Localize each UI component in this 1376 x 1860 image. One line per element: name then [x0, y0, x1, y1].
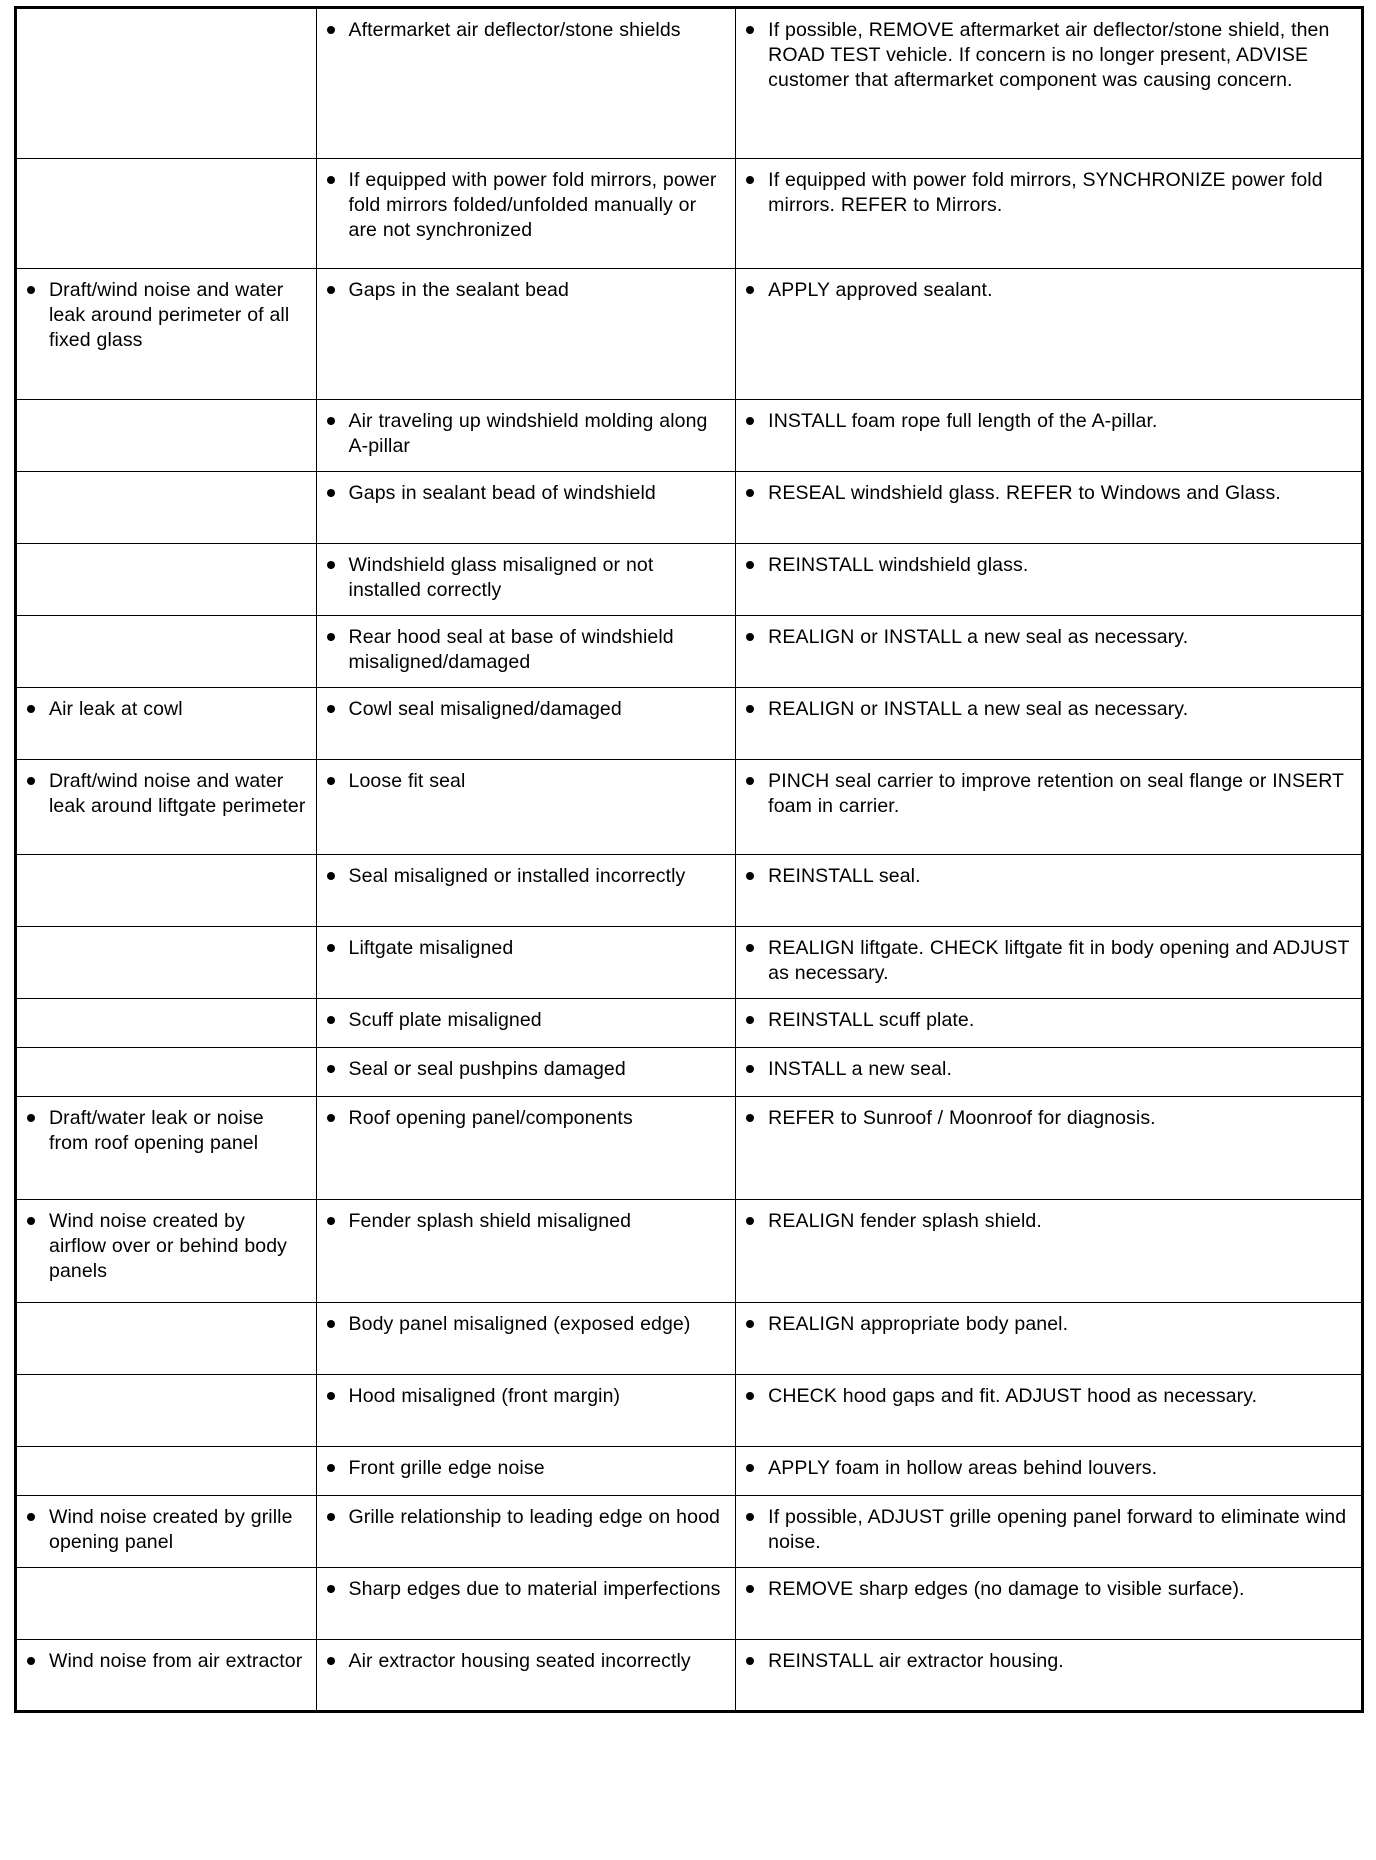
condition-cell: [16, 1303, 317, 1375]
bulleted-item: [736, 760, 1361, 829]
table-row: [16, 544, 1363, 616]
action-cell-text: REFER to Sunroof / Moonroof for diagnosis.: [768, 1107, 1156, 1129]
source-cell: [316, 159, 736, 269]
source-cell: [316, 1200, 736, 1303]
action-cell: [736, 1375, 1363, 1447]
bulleted-item: [736, 1447, 1361, 1491]
source-cell-text: Scuff plate misaligned: [348, 1009, 542, 1031]
bulleted-item: [317, 1375, 736, 1419]
source-cell: [316, 1303, 736, 1375]
bullet-icon: [746, 625, 766, 641]
bulleted-item: [317, 688, 736, 732]
bullet-icon: [27, 1209, 47, 1225]
table-row: [16, 1048, 1363, 1097]
action-cell: [736, 159, 1363, 269]
action-cell-text: APPLY foam in hollow areas behind louvers.: [768, 1457, 1158, 1479]
action-cell: [736, 1303, 1363, 1375]
action-cell-text: If possible, REMOVE aftermarket air deflector/stone shield, then ROAD TEST vehicle. If concern is no longer present, ADVISE customer that aftermarket component was causing concern.: [768, 19, 1330, 91]
source-cell-text: Sharp edges due to material imperfections: [348, 1578, 721, 1600]
action-cell-text: REALIGN or INSTALL a new seal as necessary.: [768, 626, 1189, 648]
bullet-icon: [746, 18, 766, 34]
condition-cell-text: Wind noise created by airflow over or behind body panels: [49, 1210, 288, 1282]
table-row: [16, 1375, 1363, 1447]
bulleted-item: [317, 269, 736, 313]
source-cell-text: Cowl seal misaligned/damaged: [348, 698, 622, 720]
table-row: [16, 1447, 1363, 1496]
condition-cell: [16, 8, 317, 159]
condition-cell: [16, 472, 317, 544]
bullet-icon: [327, 1649, 347, 1665]
source-cell: [316, 855, 736, 927]
bulleted-item: [736, 159, 1361, 228]
bulleted-item: [736, 1303, 1361, 1347]
condition-cell: [16, 760, 317, 855]
action-cell: [736, 927, 1363, 999]
action-cell: [736, 1447, 1363, 1496]
bulleted-item: [317, 1447, 736, 1491]
condition-cell: [16, 1568, 317, 1640]
condition-cell: [16, 1640, 317, 1712]
bulleted-item: [317, 616, 736, 685]
source-cell-text: If equipped with power fold mirrors, power fold mirrors folded/unfolded manually or are not synchronized: [348, 169, 717, 241]
bulleted-item: [317, 1568, 736, 1612]
action-cell: [736, 8, 1363, 159]
table-row: [16, 400, 1363, 472]
bullet-icon: [327, 1312, 347, 1328]
bulleted-item: [736, 688, 1361, 732]
bullet-icon: [327, 553, 347, 569]
bulleted-item: [317, 1496, 736, 1540]
bulleted-item: [317, 1640, 736, 1684]
bulleted-item: [317, 1048, 736, 1092]
bulleted-item: [17, 269, 316, 363]
condition-cell: [16, 544, 317, 616]
bullet-icon: [327, 769, 347, 785]
action-cell-text: REMOVE sharp edges (no damage to visible surface).: [768, 1578, 1245, 1600]
bullet-icon: [746, 697, 766, 713]
source-cell-text: Front grille edge noise: [348, 1457, 545, 1479]
condition-cell: [16, 999, 317, 1048]
bulleted-item: [736, 472, 1361, 516]
condition-cell-text: Draft/wind noise and water leak around liftgate perimeter: [49, 770, 306, 817]
bulleted-item: [317, 544, 736, 613]
bullet-icon: [746, 1577, 766, 1593]
table-row: [16, 472, 1363, 544]
bullet-icon: [746, 1008, 766, 1024]
table-row: [16, 8, 1363, 159]
bulleted-item: [17, 1640, 316, 1684]
source-cell: [316, 8, 736, 159]
bulleted-item: [736, 1496, 1361, 1565]
table-row: [16, 999, 1363, 1048]
table-row: [16, 1097, 1363, 1200]
bulleted-item: [736, 999, 1361, 1043]
bulleted-item: [317, 927, 736, 971]
source-cell: [316, 400, 736, 472]
condition-cell-text: Draft/water leak or noise from roof opening panel: [49, 1107, 264, 1154]
bullet-icon: [746, 1384, 766, 1400]
source-cell-text: Grille relationship to leading edge on hood: [348, 1506, 720, 1528]
bullet-icon: [327, 278, 347, 294]
bulleted-item: [317, 1097, 736, 1141]
source-cell-text: Aftermarket air deflector/stone shields: [348, 19, 681, 41]
table-row: [16, 1303, 1363, 1375]
bullet-icon: [327, 168, 347, 184]
bullet-icon: [746, 769, 766, 785]
condition-cell-text: Wind noise created by grille opening panel: [49, 1506, 293, 1553]
table-row: [16, 1200, 1363, 1303]
action-cell: [736, 1048, 1363, 1097]
condition-cell: [16, 688, 317, 760]
source-cell-text: Roof opening panel/components: [348, 1107, 633, 1129]
bulleted-item: [17, 1496, 316, 1565]
diagnostic-table: [14, 6, 1364, 1713]
bullet-icon: [327, 1209, 347, 1225]
table-row: [16, 159, 1363, 269]
condition-cell: [16, 1375, 317, 1447]
source-cell: [316, 1048, 736, 1097]
source-cell-text: Windshield glass misaligned or not installed correctly: [348, 554, 654, 601]
bulleted-item: [317, 1200, 736, 1244]
bullet-icon: [327, 625, 347, 641]
condition-cell: [16, 400, 317, 472]
bullet-icon: [327, 1384, 347, 1400]
action-cell-text: If possible, ADJUST grille opening panel forward to eliminate wind noise.: [768, 1506, 1347, 1553]
bulleted-item: [736, 855, 1361, 899]
source-cell: [316, 927, 736, 999]
bullet-icon: [327, 936, 347, 952]
action-cell: [736, 616, 1363, 688]
bulleted-item: [317, 855, 736, 899]
bulleted-item: [736, 1048, 1361, 1092]
table-row: [16, 688, 1363, 760]
source-cell-text: Rear hood seal at base of windshield misaligned/damaged: [348, 626, 674, 673]
bullet-icon: [27, 1505, 47, 1521]
bulleted-item: [736, 544, 1361, 588]
bullet-icon: [746, 409, 766, 425]
source-cell-text: Body panel misaligned (exposed edge): [348, 1313, 691, 1335]
source-cell: [316, 472, 736, 544]
bullet-icon: [327, 1057, 347, 1073]
bullet-icon: [746, 864, 766, 880]
action-cell: [736, 1097, 1363, 1200]
bulleted-item: [736, 927, 1361, 996]
source-cell-text: Hood misaligned (front margin): [348, 1385, 621, 1407]
action-cell-text: REALIGN or INSTALL a new seal as necessary.: [768, 698, 1189, 720]
source-cell: [316, 1496, 736, 1568]
condition-cell-text: Air leak at cowl: [49, 698, 183, 720]
table-row: [16, 269, 1363, 400]
bulleted-item: [317, 760, 736, 804]
bulleted-item: [317, 159, 736, 253]
bullet-icon: [746, 1312, 766, 1328]
bulleted-item: [317, 999, 736, 1043]
bullet-icon: [746, 1649, 766, 1665]
condition-cell: [16, 1097, 317, 1200]
action-cell-text: REINSTALL windshield glass.: [768, 554, 1029, 576]
bullet-icon: [27, 1106, 47, 1122]
source-cell-text: Liftgate misaligned: [348, 937, 514, 959]
bullet-icon: [27, 278, 47, 294]
bulleted-item: [317, 400, 736, 469]
condition-cell: [16, 1200, 317, 1303]
action-cell: [736, 1200, 1363, 1303]
bullet-icon: [746, 1505, 766, 1521]
bullet-icon: [327, 18, 347, 34]
bullet-icon: [327, 1456, 347, 1472]
table-row: [16, 1640, 1363, 1712]
table-row: [16, 1568, 1363, 1640]
source-cell-text: Seal or seal pushpins damaged: [348, 1058, 626, 1080]
bulleted-item: [736, 1375, 1361, 1419]
action-cell-text: REALIGN fender splash shield.: [768, 1210, 1042, 1232]
condition-cell-text: Draft/wind noise and water leak around perimeter of all fixed glass: [49, 279, 290, 351]
source-cell-text: Seal misaligned or installed incorrectly: [348, 865, 686, 887]
action-cell: [736, 472, 1363, 544]
condition-cell: [16, 1048, 317, 1097]
bullet-icon: [327, 481, 347, 497]
source-cell: [316, 760, 736, 855]
bullet-icon: [327, 409, 347, 425]
action-cell-text: CHECK hood gaps and fit. ADJUST hood as necessary.: [768, 1385, 1258, 1407]
bulleted-item: [736, 1097, 1361, 1141]
action-cell: [736, 760, 1363, 855]
action-cell: [736, 1496, 1363, 1568]
source-cell: [316, 1097, 736, 1200]
condition-cell: [16, 1496, 317, 1568]
bullet-icon: [746, 481, 766, 497]
bulleted-item: [736, 269, 1361, 313]
source-cell: [316, 269, 736, 400]
action-cell-text: INSTALL a new seal.: [768, 1058, 952, 1080]
bulleted-item: [17, 688, 316, 732]
action-cell: [736, 999, 1363, 1048]
bullet-icon: [327, 1577, 347, 1593]
bulleted-item: [17, 1200, 316, 1294]
condition-cell: [16, 1447, 317, 1496]
action-cell-text: INSTALL foam rope full length of the A-pillar.: [768, 410, 1158, 432]
bullet-icon: [746, 278, 766, 294]
bulleted-item: [317, 472, 736, 516]
action-cell: [736, 269, 1363, 400]
bulleted-item: [736, 616, 1361, 660]
bulleted-item: [736, 1640, 1361, 1684]
source-cell-text: Fender splash shield misaligned: [348, 1210, 632, 1232]
action-cell: [736, 1568, 1363, 1640]
action-cell: [736, 688, 1363, 760]
table-row: [16, 927, 1363, 999]
table-row: [16, 1496, 1363, 1568]
bullet-icon: [746, 1106, 766, 1122]
action-cell-text: If equipped with power fold mirrors, SYNCHRONIZE power fold mirrors. REFER to Mirrors.: [768, 169, 1323, 216]
bulleted-item: [736, 1200, 1361, 1244]
bullet-icon: [327, 697, 347, 713]
action-cell-text: REALIGN liftgate. CHECK liftgate fit in body opening and ADJUST as necessary.: [768, 937, 1350, 984]
source-cell-text: Air extractor housing seated incorrectly: [348, 1650, 691, 1672]
condition-cell: [16, 855, 317, 927]
source-cell: [316, 1568, 736, 1640]
bullet-icon: [746, 168, 766, 184]
table-row: [16, 855, 1363, 927]
source-cell: [316, 544, 736, 616]
condition-cell: [16, 616, 317, 688]
bulleted-item: [17, 760, 316, 829]
source-cell-text: Loose fit seal: [348, 770, 466, 792]
bulleted-item: [317, 1303, 736, 1347]
action-cell-text: REINSTALL air extractor housing.: [768, 1650, 1064, 1672]
source-cell: [316, 688, 736, 760]
table-row: [16, 760, 1363, 855]
source-cell: [316, 1640, 736, 1712]
source-cell-text: Gaps in the sealant bead: [348, 279, 569, 301]
source-cell: [316, 999, 736, 1048]
bullet-icon: [327, 1505, 347, 1521]
bulleted-item: [736, 1568, 1361, 1612]
bulleted-item: [317, 9, 736, 53]
bulleted-item: [17, 1097, 316, 1166]
action-cell: [736, 855, 1363, 927]
bullet-icon: [27, 769, 47, 785]
table-row: [16, 616, 1363, 688]
action-cell-text: REALIGN appropriate body panel.: [768, 1313, 1069, 1335]
condition-cell-text: Wind noise from air extractor: [49, 1650, 303, 1672]
action-cell-text: PINCH seal carrier to improve retention on seal flange or INSERT foam in carrier.: [768, 770, 1344, 817]
action-cell: [736, 400, 1363, 472]
condition-cell: [16, 159, 317, 269]
bullet-icon: [746, 936, 766, 952]
action-cell-text: RESEAL windshield glass. REFER to Windows and Glass.: [768, 482, 1281, 504]
source-cell: [316, 616, 736, 688]
action-cell-text: REINSTALL scuff plate.: [768, 1009, 975, 1031]
bullet-icon: [327, 864, 347, 880]
action-cell: [736, 544, 1363, 616]
bullet-icon: [746, 1057, 766, 1073]
source-cell-text: Air traveling up windshield molding along A-pillar: [348, 410, 708, 457]
bulleted-item: [736, 400, 1361, 444]
source-cell: [316, 1447, 736, 1496]
bullet-icon: [327, 1106, 347, 1122]
action-cell-text: APPLY approved sealant.: [768, 279, 993, 301]
bullet-icon: [746, 553, 766, 569]
action-cell-text: REINSTALL seal.: [768, 865, 921, 887]
bullet-icon: [746, 1209, 766, 1225]
condition-cell: [16, 927, 317, 999]
source-cell: [316, 1375, 736, 1447]
bullet-icon: [327, 1008, 347, 1024]
action-cell: [736, 1640, 1363, 1712]
table-body: [16, 8, 1363, 1712]
bullet-icon: [746, 1456, 766, 1472]
bulleted-item: [736, 9, 1361, 103]
bullet-icon: [27, 1649, 47, 1665]
source-cell-text: Gaps in sealant bead of windshield: [348, 482, 656, 504]
condition-cell: [16, 269, 317, 400]
bullet-icon: [27, 697, 47, 713]
